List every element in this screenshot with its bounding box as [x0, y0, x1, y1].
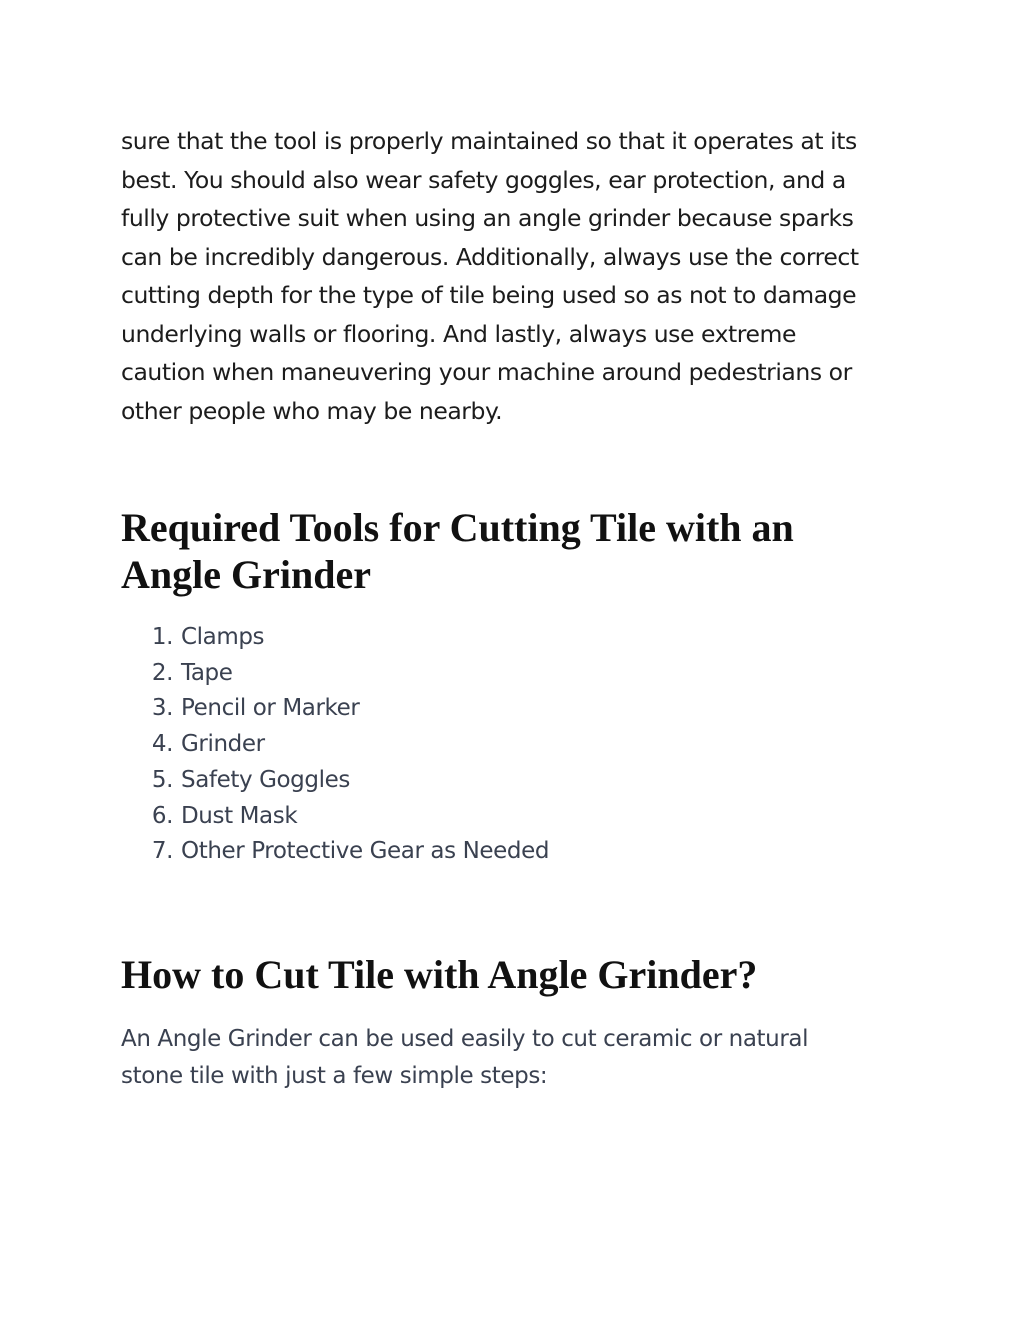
tools-list — [121, 620, 549, 870]
list-item-number: 7. — [151, 838, 173, 865]
tools-heading — [121, 504, 901, 598]
tools-heading-line: Angle Grinder — [121, 552, 371, 597]
list-item-number: 1. — [151, 624, 173, 650]
howto-line: An Angle Grinder can be used easily to cut ceramic or natural — [121, 1026, 809, 1052]
tools-heading-line: Required Tools for Cutting Tile with an — [121, 505, 794, 550]
list-item-number: 4. — [151, 731, 173, 758]
list-item — [121, 799, 549, 835]
list-item-label: Tape — [181, 659, 233, 686]
list-item-number: 5. — [151, 766, 173, 793]
list-item-label: Pencil or Marker — [181, 695, 360, 722]
howto-heading: How to Cut Tile with Angle Grinder? — [121, 952, 758, 997]
list-item-number: 3. — [151, 695, 173, 722]
intro-line: can be incredibly dangerous. Additionally, always use the correct — [121, 242, 859, 271]
list-item-number: 2. — [151, 659, 173, 686]
list-item-number: 6. — [151, 802, 173, 829]
list-item — [121, 691, 549, 727]
intro-line: caution when maneuvering your machine around pedestrians or — [121, 358, 852, 386]
list-item — [121, 763, 549, 799]
list-item-label: Other Protective Gear as Needed — [181, 838, 550, 865]
howto-paragraph — [121, 1021, 901, 1094]
intro-line: cutting depth for the type of tile being used so as not to damage — [121, 281, 857, 309]
intro-line: underlying walls or flooring. And lastly, always use extreme — [121, 319, 796, 348]
intro-line: other people who may be nearby. — [121, 396, 503, 425]
intro-line: fully protective suit when using an angle grinder because sparks — [121, 204, 854, 232]
list-item-label: Clamps — [181, 624, 265, 650]
list-item — [121, 656, 549, 692]
list-item-label: Grinder — [181, 731, 265, 758]
list-item-label: Safety Goggles — [181, 766, 350, 793]
intro-line: best. You should also wear safety goggles, ear protection, and a — [121, 165, 846, 194]
list-item — [121, 727, 549, 763]
intro-paragraph — [121, 122, 901, 430]
howto-line: stone tile with just a few simple steps: — [121, 1062, 548, 1089]
list-item-label: Dust Mask — [181, 802, 298, 829]
list-item — [121, 620, 549, 656]
intro-line: sure that the tool is properly maintained so that it operates at its — [121, 127, 857, 155]
list-item — [121, 834, 549, 870]
